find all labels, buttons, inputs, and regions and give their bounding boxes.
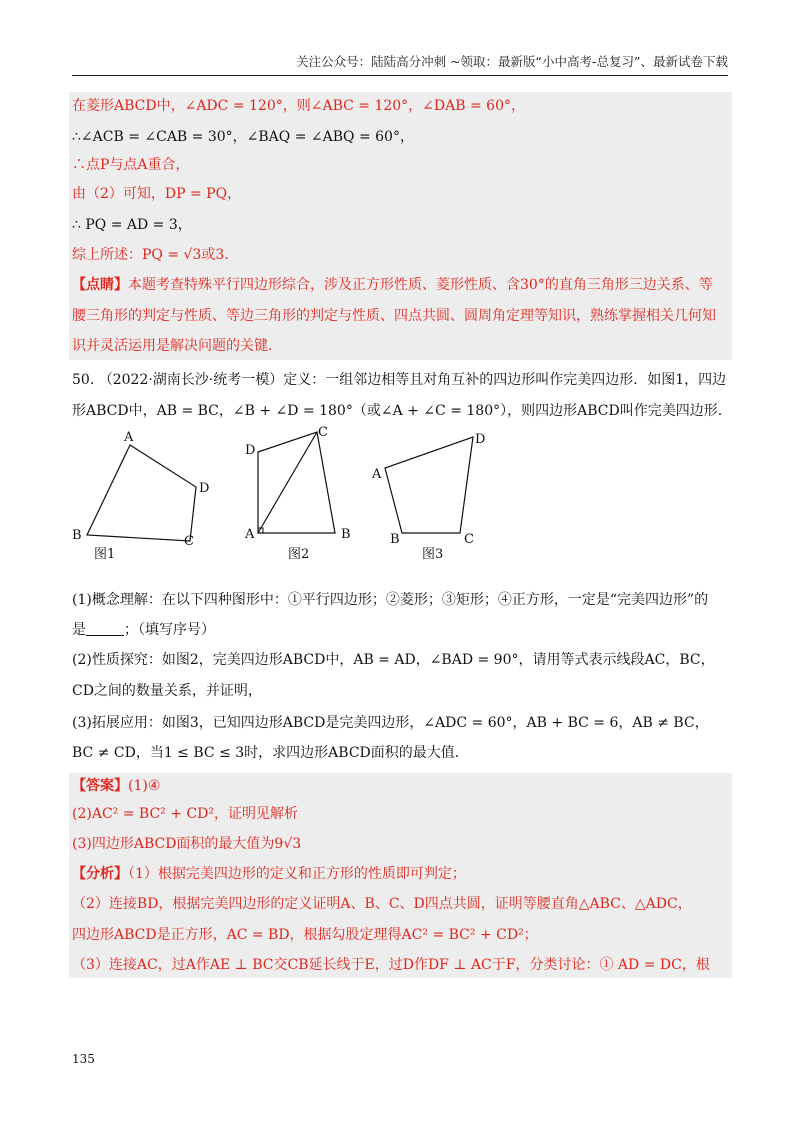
dianjing-text: 本题考查特殊平行四边形综合，涉及正方形性质、菱形性质、含30°的直角三角形三边关系、等: [128, 277, 713, 293]
solution-line: ∴∠ACB = ∠CAB = 30°，∠BAQ = ∠ABQ = 60°，: [72, 129, 414, 145]
page-number: 135: [72, 1052, 95, 1066]
question-1-prefix: 是: [72, 622, 86, 638]
question-1-suffix: ；（填写序号）: [124, 622, 215, 638]
answer-blank: [86, 622, 124, 636]
figure-1-label-b: B: [72, 528, 82, 543]
analysis-line: 四边形ABCD是正方形，AC = BD，根据勾股定理得AC² = BC² + CD²；: [72, 927, 538, 943]
figure-3-label-d: D: [475, 432, 486, 447]
solution-line: ∴点P与点A重合，: [72, 157, 190, 173]
analysis-line: （2）连接BD，根据完美四边形的定义证明A、B、C、D四点共圆，证明等腰直角△ABC、△ADC，: [72, 896, 692, 912]
figure-3-label-c: C: [464, 532, 474, 547]
answer-text: (1)④: [128, 778, 161, 794]
problem-line: 50. （2022·湖南长沙·统考一模）定义：一组邻边相等且对角互补的四边形叫作完美四边形．如图1，四边: [72, 372, 727, 388]
question-1-line: (1)概念理解：在以下四种图形中：①平行四边形；②菱形；③矩形；④正方形，一定是“完美四边形”的: [72, 592, 709, 608]
figure-3: [370, 425, 500, 565]
question-2-line: CD之间的数量关系，并证明，: [72, 683, 262, 699]
figure-1-label-d: D: [199, 481, 210, 496]
question-2-line: (2)性质探究：如图2，完美四边形ABCD中，AB = AD，∠BAD = 90°，请用等式表示线段AC，BC，: [72, 652, 715, 668]
figure-3-caption: 图3: [422, 547, 444, 562]
solution-line: ∴ PQ = AD = 3，: [72, 217, 192, 233]
analysis-text: （1）根据完美四边形的定义和正方形的性质即可判定；: [128, 866, 466, 882]
page-header: 关注公众号：陆陆高分冲刺 ~领取：最新版“小中高考-总复习”、最新试卷下载: [72, 52, 728, 76]
answer-line: (3)四边形ABCD面积的最大值为9√3: [72, 836, 302, 852]
figure-1-quadrilateral: [87, 445, 196, 541]
solution-line: 综上所述：PQ = √3或3.: [72, 247, 229, 263]
dianjing-line: 识并灵活运用是解决问题的关键.: [72, 338, 273, 354]
answer-line: [72, 776, 732, 796]
analysis-line: [72, 864, 732, 884]
figure-3-quadrilateral: [385, 437, 473, 533]
figure-1-label-c: C: [184, 534, 194, 549]
figure-2-diagonal: [258, 432, 317, 533]
analysis-line: （3）连接AC，过A作AE ⊥ BC交CB延长线于E，过D作DF ⊥ AC于F，分类讨论：① AD = DC，根: [72, 957, 710, 973]
answer-line: (2)AC² = BC² + CD²，证明见解析: [72, 806, 298, 822]
figure-3-label-b: B: [390, 532, 400, 547]
figure-1-caption: 图1: [94, 547, 116, 562]
figure-2-label-d: D: [245, 443, 256, 458]
question-1-line: [72, 620, 732, 640]
problem-line: 形ABCD中，AB = BC，∠B + ∠D = 180°（或∠A + ∠C = 180°），则四边形ABCD叫作完美四边形.: [72, 403, 723, 419]
figure-3-label-a: A: [372, 467, 382, 482]
figure-2-quadrilateral: [258, 432, 335, 533]
figure-2-label-a: A: [245, 527, 255, 542]
figure-2-label-c: C: [318, 425, 328, 440]
figure-2-label-b: B: [341, 527, 351, 542]
question-3-line: (3)拓展应用：如图3，已知四边形ABCD是完美四边形，∠ADC = 60°，AB + BC = 6，AB ≠ BC，: [72, 715, 709, 731]
dianjing-label: 【点睛】: [72, 277, 128, 293]
question-3-line: BC ≠ CD，当1 ≤ BC ≤ 3时，求四边形ABCD面积的最大值.: [72, 745, 460, 761]
figure-1: [68, 425, 218, 565]
figure-1-label-a: A: [124, 430, 134, 445]
answer-label: 【答案】: [72, 778, 128, 794]
figure-2-caption: 图2: [288, 547, 310, 562]
solution-line: 由（2）可知，DP = PQ，: [72, 186, 242, 202]
dianjing-line: [72, 275, 732, 295]
solution-line: 在菱形ABCD中，∠ADC = 120°，则∠ABC = 120°，∠DAB = 60°，: [72, 98, 525, 114]
figure-2: [240, 425, 360, 565]
analysis-label: 【分析】: [72, 866, 128, 882]
dianjing-line: 腰三角形的判定与性质、等边三角形的判定与性质、四点共圆、圆周角定理等知识，熟练掌握相关几何知: [72, 308, 716, 324]
